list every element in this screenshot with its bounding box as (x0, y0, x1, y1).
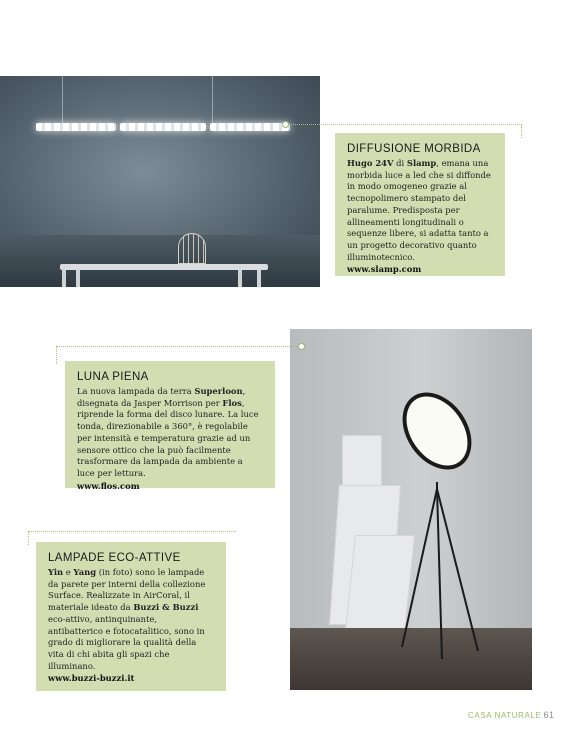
product-name: Yin (48, 567, 64, 577)
brand-name: Buzzi & Buzzi (133, 602, 199, 613)
suspension-wire (62, 76, 63, 124)
led-module (36, 123, 116, 131)
body-text: , disegnata da Jasper Morrison per (77, 386, 246, 408)
hugo-lamp-photo (0, 76, 320, 287)
website-link[interactable]: www.flos.com (77, 480, 140, 491)
body-text: , emana una morbida luce a led che si diffonde in modo omogeneo grazie al tecnopolimero stampato del paralume. Predisposta per allineamenti longitudinali o sequenze libere, si adatta tanto a un progetto decorativo quanto illuminotecnico. (347, 158, 491, 262)
table-leg (257, 269, 261, 287)
website-link[interactable]: www.slamp.com (347, 264, 422, 275)
superloon-lamp-photo (290, 329, 532, 690)
body-text: e (63, 567, 74, 577)
body-text: , riprende la forma del disco lunare. La luce tonda, direzionabile a 360°, è regolabile per intensità e temperatura grazie ad un sensore ottico che la può facilmente trasformare da lampada da ambiente a luce per lettura. (77, 397, 259, 478)
dotted-rule (56, 346, 57, 364)
body-text: La nuova lampada da terra (77, 386, 195, 396)
brand-name: Slamp (406, 158, 437, 168)
article-luna-piena (65, 361, 275, 491)
page-footer (468, 710, 555, 720)
article-body (77, 386, 263, 480)
body-text: (in foto) sono le lampade da parete per interni della collezione Surface. Realizzate in AirCoral, il materiale ideato da (48, 567, 206, 613)
product-name: Superloon (194, 386, 243, 396)
photo-floor (0, 235, 320, 287)
article-body (48, 567, 214, 672)
page-number: 61 (543, 710, 555, 720)
brand-name: Flos (222, 397, 242, 408)
article-title: LUNA PIENA (77, 371, 149, 383)
magazine-name: CASA NATURALE (468, 711, 542, 720)
table-leg (62, 269, 66, 287)
article-lampade-eco-attive (36, 542, 226, 691)
callout-dot (298, 343, 305, 350)
product-name: Yang (73, 567, 97, 577)
product-name: Hugo 24V (347, 158, 394, 168)
article-title: DIFFUSIONE MORBIDA (347, 143, 481, 155)
birdcage-ornament (178, 233, 206, 264)
callout-dot (282, 121, 289, 128)
dotted-rule (286, 124, 522, 125)
body-text: eco-attivo, antinquinante, antibatterico e fotocatalitico, sono in grado di migliorare la qualità della vita di chi abita gli spazi che illuminano. (48, 613, 205, 671)
table-leg (238, 269, 242, 287)
article-body (347, 158, 493, 263)
dotted-rule (28, 531, 236, 532)
article-diffusione-morbida (335, 133, 505, 276)
table-top (60, 264, 268, 270)
led-module (210, 123, 290, 131)
dotted-rule (521, 124, 522, 138)
body-text: di (393, 158, 407, 168)
suspension-wire (212, 76, 213, 124)
led-module (120, 123, 206, 131)
dotted-rule (28, 531, 29, 545)
table-leg (76, 269, 80, 287)
floor-lamp-illustration (290, 329, 532, 690)
website-link[interactable]: www.buzzi-buzzi.it (48, 673, 135, 684)
article-title: LAMPADE ECO-ATTIVE (48, 552, 181, 564)
dotted-rule (56, 346, 302, 347)
